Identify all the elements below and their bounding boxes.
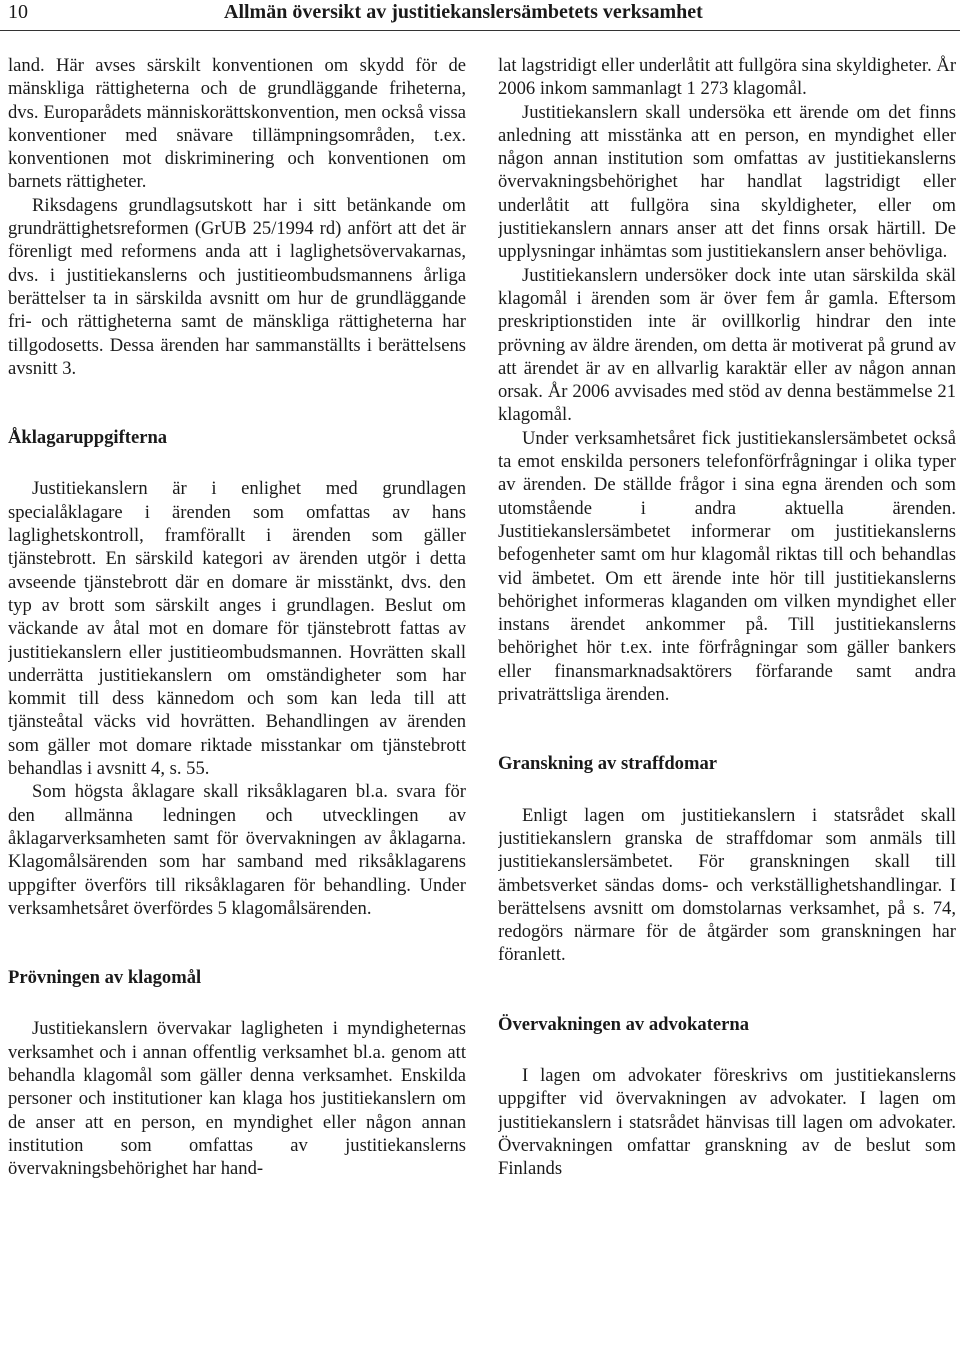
header-rule (0, 30, 960, 31)
paragraph: lat lagstridigt eller underlåtit att fullgöra sina skyldigheter. År 2006 inkom sammanlagt 1 273 klagomål. (498, 55, 956, 100)
page-number: 10 (8, 1, 28, 23)
section-heading-provningen-av-klagomal: Prövningen av klagomål (8, 967, 202, 989)
right-column (498, 54, 956, 1360)
section-heading-aklagaruppgifterna: Åklagaruppgifterna (8, 427, 168, 449)
paragraph: Enligt lagen om justitiekanslern i statsrådet skall justitiekanslern granska de straffdomar som anmäls till justitiekanslersämbetet. För granskningen skall till ämbetsverket sändas doms- och verkställighetshandlingar. I berättelsens avsnitt om domstolarnas verksamhet, på s. 74, redogörs närmare för de åtgärder som granskningen har föranlett. (498, 804, 956, 966)
section-heading-overvakningen-av-advokaterna: Övervakningen av advokaterna (498, 1013, 750, 1035)
paragraph: Som högsta åklagare skall riksåklagaren bl.a. svara för den allmänna ledningen och utvecklingen av åklagarverksamheten samt för övervakningen av åklagarna. Klagomålsärenden som har samband med riksåklagarens uppgifter överförs till riksåklagaren för behandling. Under verksamhetsåret överfördes 5 klagomålsärenden. (8, 781, 466, 919)
paragraph: Under verksamhetsåret fick justitiekanslersämbetet också ta emot enskilda personers telefonförfrågningar i olika typer av ärenden. De ställde frågor i sina egna ärenden och som utomstående i andra aktuella ärenden. Justitiekanslersämbetet informerar om justitiekanslerns befogenheter samt om hur klagomål riktas till och behandlas vid ämbetet. Om ett ärende inte hör till justitiekanslerns behörighet informeras klaganden om vilken myndighet eller instans ärendet ankommer på. Till justitiekanslerns behörighet hör t.ex. inte förfrågningar som gäller bankers eller finansmarknadsaktörers förfarande samt andra privaträttsliga ärenden. (498, 427, 956, 706)
paragraph: Justitiekanslern övervakar lagligheten i myndigheternas verksamhet och i annan offentlig verksamhet bl.a. genom att behandla klagomål som gäller denna verksamhet. Enskilda personer och institutioner kan klaga hos justitiekanslern om de anser att en person, en myndighet eller någon annan institution som omfattas av justitiekanslerns övervakningsbehörighet har hand- (8, 1018, 466, 1180)
running-title: Allmän översikt av justitiekanslersämbetets verksamhet (224, 1, 703, 23)
paragraph: Justitiekanslern undersöker dock inte utan särskilda skäl klagomål i ärenden som är över fem år gamla. Eftersom preskriptionstiden inte är ovillkorlig hindrar den inte prövning av äldre ärenden, om detta är motiverat på grund av att ärendet är av en allvarlig karaktär eller av någon annan orsak. År 2006 avvisades med stöd av denna bestämmelse 21 klagomål. (498, 264, 956, 426)
left-column (8, 54, 466, 1360)
paragraph: Justitiekanslern skall undersöka ett ärende om det finns anledning att misstänka att en person, en myndighet eller någon annan institution som omfattas av justitiekanslerns övervakningsbehörighet har handlat lagstridigt eller underlåtit att fullgöra sina skyldigheter, eller om justitiekanslern annars anser att det finns orsak härtill. De upplysningar inhämtas som justitiekanslern anser behövliga. (498, 101, 956, 263)
paragraph: Justitiekanslern är i enlighet med grundlagen specialåklagare i ärenden som omfattas av hans laglighetskontroll, framförallt i ärenden som gäller tjänstebrott. En särskild kategori av ärenden utgör i detta avseende tjänstebrott där en domare är misstänkt, dvs. den typ av brott som särskilt anges i grundlagen. Beslut om väckande av åtal mot en domare för tjänstebrott fattas av justitiekanslern eller justitieombudsmannen. Hovrätten skall underrätta justitiekanslern om omständigheter som har kommit till dess kännedom och som kan leda till att tjänsteåtal väcks vid hovrätten. Behandlingen av ärenden som gäller mot domare riktade misstankar om tjänstebrott behandlas i avsnitt 4, s. 55. (8, 478, 466, 780)
page-header (0, 0, 960, 28)
paragraph: Riksdagens grundlagsutskott har i sitt betänkande om grundrättighetsreformen (GrUB 25/1994 rd) anfört att det är förenligt med reformens anda att i laglighetsövervakarnas, dvs. i justitiekanslerns och justitieombudsmannens årliga berättelser ta in särskilda avsnitt om hur de grundläggande fri- och rättigheterna samt de mänskliga rättigheterna har tillgodosetts. Dessa ärenden har sammanställts i berättelsens avsnitt 3. (8, 194, 466, 379)
paragraph: land. Här avses särskilt konventionen om skydd för de mänskliga rättigheterna och de grundläggande friheterna, dvs. Europarådets människorättskonvention, men också vissa konventioner med snävare tillämpningsområden, t.ex. konventionen mot diskriminering och konventionen om barnets rättigheter. (8, 55, 466, 193)
paragraph: I lagen om advokater föreskrivs om justitiekanslerns uppgifter vid övervakningen av advokater. I lagen om justitiekanslern i statsrådet hänvisas till lagen om advokater. Övervakningen omfattar granskning av de beslut som Finlands (498, 1064, 956, 1180)
section-heading-granskning-av-straffdomar: Granskning av straffdomar (498, 753, 718, 775)
